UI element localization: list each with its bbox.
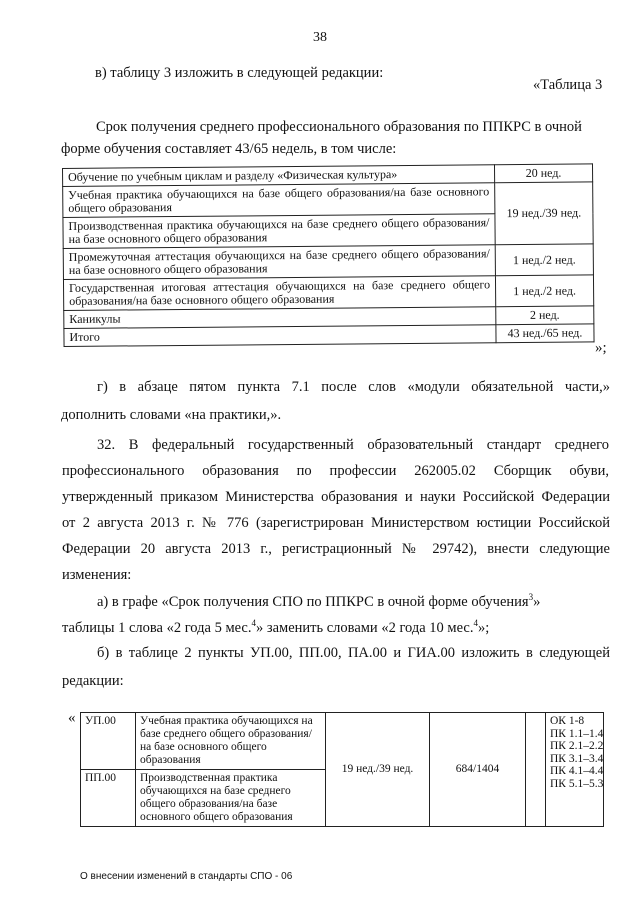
table-cell-hours: 684/1404	[430, 713, 526, 827]
para-32-line-4: от 2 августа 2013 г. № 776 (зарегистрирован Министерством юстиции Российской	[62, 515, 610, 531]
footnote-mark: 4	[473, 618, 478, 628]
table-row	[63, 182, 593, 218]
table-cell-value: 2 нед.	[496, 306, 594, 325]
table-cell-competencies	[546, 713, 604, 827]
heading-line-1: Срок получения среднего профессионального образования по ППКРС в очной	[96, 119, 582, 135]
table-cell-desc: Обучение по учебным циклам и разделу «Физическая культура»	[63, 165, 495, 187]
table-cell-desc: Учебная практика обучающихся на базе среднего общего образования/на базе основного общего образования	[136, 713, 326, 770]
para-a-text-mid: » заменить словами «2 года 10 мес.	[256, 619, 474, 636]
footnote-mark: 3	[528, 592, 534, 602]
para-32-line-6: изменения:	[62, 567, 132, 583]
table-cell-desc: Каникулы	[64, 307, 496, 329]
intro-text: в) таблицу 3 изложить в следующей редакции:	[95, 65, 384, 81]
page-number: 38	[313, 30, 327, 45]
para-a-line-2	[62, 614, 489, 637]
para-a-text-end: »	[533, 593, 541, 610]
table-cell-desc: Итого	[64, 325, 496, 347]
footnote-mark: 4	[251, 618, 256, 628]
table-cell-desc: Государственная итоговая аттестация обучающихся на базе среднего общего образования/на базе основного общего образования	[63, 276, 495, 311]
competency-item: ОК 1-8	[550, 715, 585, 727]
para-a-line-1	[97, 588, 540, 611]
para-32-line-3: утвержденный приказом Министерства образования и науки Российской Федерации	[62, 489, 610, 505]
table-cell-value: 43 нед./65 нед.	[496, 324, 594, 343]
table-cell-desc: Производственная практика обучающихся на базе среднего общего образования/на базе основного общего образования	[136, 770, 326, 827]
competency-item: ПК 5.1–5.3	[550, 777, 604, 790]
table-cell-desc: Производственная практика обучающихся на базе среднего общего образования/на базе основного общего образования	[63, 214, 495, 249]
table-2-opening-mark: «	[68, 710, 76, 726]
table-row	[64, 324, 594, 347]
table-caption: «Таблица 3	[533, 77, 603, 93]
table-cell-weeks: 19 нед./39 нед.	[326, 713, 430, 827]
table-3-closing-mark: »;	[595, 340, 607, 356]
table-cell-code: УП.00	[81, 713, 136, 770]
para-g-line-2: дополнить словами «на практики,».	[61, 407, 282, 423]
para-32-line-2: профессионального образования по профессии 262005.02 Сборщик обуви,	[62, 463, 609, 479]
competency-item: ПК 4.1–4.4	[550, 765, 604, 777]
table-cell-desc: Промежуточная аттестация обучающихся на базе среднего общего образования/на базе основного общего образования	[63, 245, 495, 280]
competency-item: ПК 1.1–1.4	[550, 727, 604, 740]
table-3	[62, 163, 595, 347]
heading-line-2: форме обучения составляет 43/65 недель, в том числе:	[61, 141, 397, 157]
para-a-text-tail: »;	[477, 619, 490, 636]
table-cell-code: ПП.00	[81, 770, 136, 827]
table-cell-empty	[526, 713, 546, 827]
para-32-line-5: Федерации 20 августа 2013 г., регистрационный № 29742), внести следующие	[62, 541, 610, 557]
table-cell-value: 20 нед.	[494, 164, 592, 183]
para-a-text: а) в графе «Срок получения СПО по ППКРС в очной форме обучения	[97, 593, 529, 610]
footer-note: О внесении изменений в стандарты СПО - 06	[80, 871, 293, 882]
table-row	[81, 713, 604, 770]
table-cell-desc: Учебная практика обучающихся на базе общего образования/на базе основного общего образования	[63, 183, 495, 218]
competency-item: ПК 2.1–2.2	[550, 740, 604, 752]
para-b-line-1: б) в таблице 2 пункты УП.00, ПП.00, ПА.00 и ГИА.00 изложить в следующей	[97, 645, 610, 661]
table-row	[63, 244, 593, 280]
competency-item: ПК 3.1–3.4	[550, 752, 604, 765]
table-cell-value: 1 нед./2 нед.	[495, 275, 593, 307]
table-2	[80, 712, 604, 827]
para-g-line-1: г) в абзаце пятом пункта 7.1 после слов «модули обязательной части,»	[97, 379, 610, 395]
para-b-line-2: редакции:	[62, 673, 124, 689]
table-cell-value: 1 нед./2 нед.	[495, 244, 593, 276]
para-a-text: таблицы 1 слова «2 года 5 мес.	[62, 619, 252, 636]
table-cell-value: 19 нед./39 нед.	[495, 182, 594, 245]
table-row	[63, 275, 593, 311]
para-32-line-1: 32. В федеральный государственный образовательный стандарт среднего	[97, 437, 609, 453]
